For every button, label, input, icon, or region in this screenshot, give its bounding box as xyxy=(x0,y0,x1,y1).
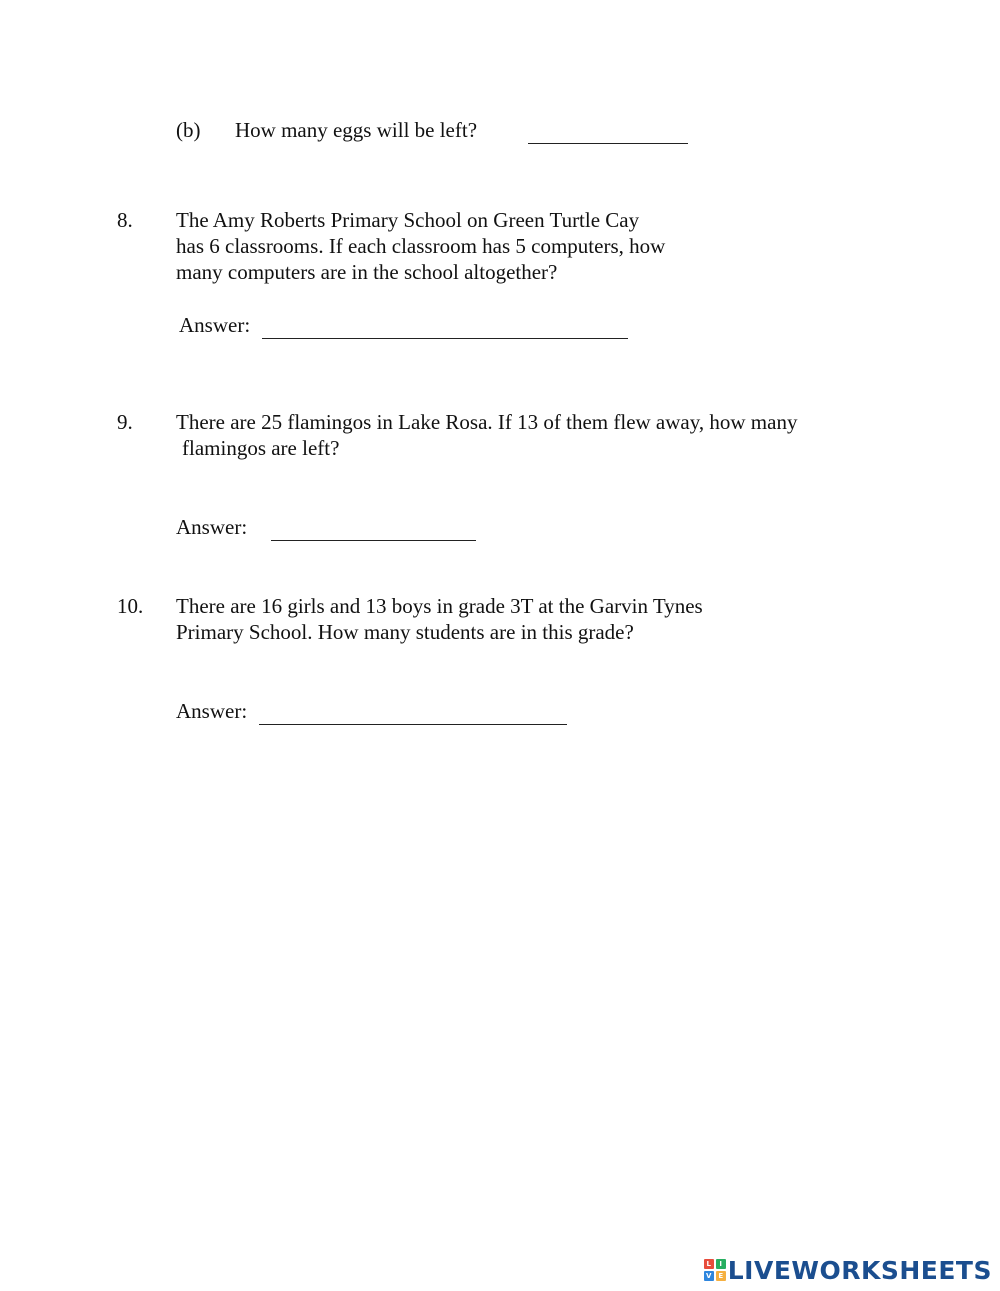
question-9-answer-blank[interactable] xyxy=(271,522,476,541)
question-9-line-1: There are 25 flamingos in Lake Rosa. If 13 of them flew away, how many xyxy=(176,410,798,434)
question-9-number: 9. xyxy=(117,410,133,434)
logo-block-e: E xyxy=(716,1271,726,1281)
question-8-answer-blank[interactable] xyxy=(262,320,628,339)
liveworksheets-logo xyxy=(704,1255,992,1285)
question-8-number: 8. xyxy=(117,208,133,232)
question-8-line-1: The Amy Roberts Primary School on Green Turtle Cay xyxy=(176,208,640,232)
question-10-answer-blank[interactable] xyxy=(259,706,567,725)
logo-wordmark: LIVEWORKSHEETS xyxy=(727,1255,992,1285)
question-8-answer-label: Answer: xyxy=(179,313,251,337)
question-8-line-3: many computers are in the school altogether? xyxy=(176,260,558,284)
logo-block-i: I xyxy=(716,1259,726,1269)
logo-block-v: V xyxy=(704,1271,714,1281)
logo-block-l: L xyxy=(704,1259,714,1269)
question-8-line-2: has 6 classrooms. If each classroom has 5 computers, how xyxy=(176,234,666,258)
question-10-line-2: Primary School. How many students are in this grade? xyxy=(176,620,634,644)
question-9-answer-label: Answer: xyxy=(176,515,248,539)
question-10-number: 10. xyxy=(117,594,144,618)
question-7b-label: (b) xyxy=(176,118,201,142)
question-10-answer-label: Answer: xyxy=(176,699,248,723)
logo-blocks-icon xyxy=(704,1259,726,1281)
question-7b-answer-blank[interactable] xyxy=(528,125,688,144)
question-10-line-1: There are 16 girls and 13 boys in grade 3T at the Garvin Tynes xyxy=(176,594,703,618)
question-9-line-2: flamingos are left? xyxy=(182,436,340,460)
question-7b-text: How many eggs will be left? xyxy=(235,118,478,142)
